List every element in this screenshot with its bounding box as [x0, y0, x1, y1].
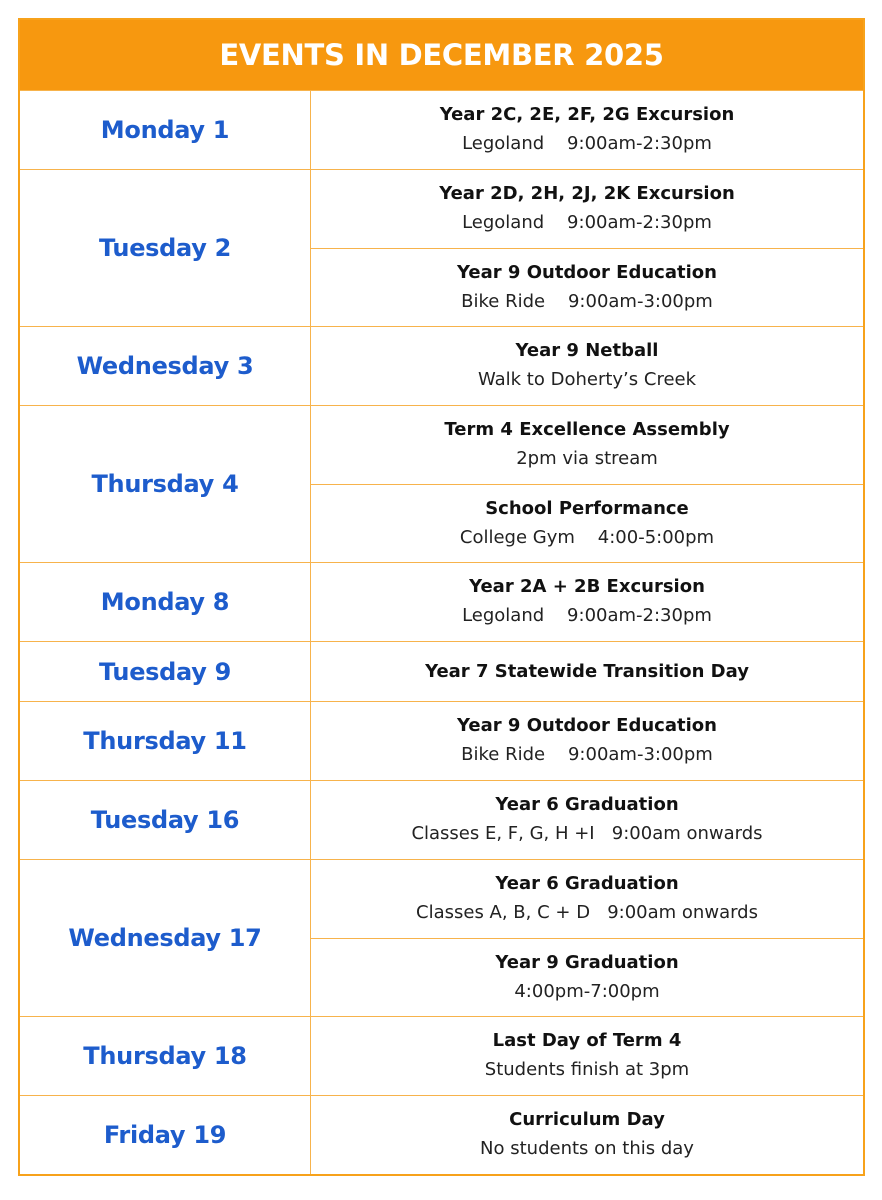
day-label: Thursday 11	[20, 702, 311, 780]
event-cell	[311, 781, 863, 859]
day-label: Tuesday 9	[20, 642, 311, 701]
event-detail: No students on this day	[480, 1138, 694, 1159]
event-cell	[311, 91, 863, 169]
event-cell	[311, 938, 863, 1016]
event-detail: Bike Ride 9:00am-3:00pm	[461, 744, 713, 765]
day-label: Wednesday 3	[20, 327, 311, 405]
event-title: Year 6 Graduation	[495, 873, 679, 894]
event-cell	[311, 702, 863, 780]
table-row	[20, 90, 863, 169]
table-row	[20, 405, 863, 562]
event-title: Year 9 Outdoor Education	[457, 261, 717, 283]
event-cell	[311, 860, 863, 938]
event-detail: Classes A, B, C + D 9:00am onwards	[416, 902, 758, 923]
day-label: Friday 19	[20, 1096, 311, 1174]
day-events	[311, 781, 863, 859]
event-detail: Classes E, F, G, H +I 9:00am onwards	[411, 823, 763, 844]
event-cell	[311, 1096, 863, 1174]
table-row	[20, 1095, 863, 1174]
event-title: Year 2A + 2B Excursion	[469, 576, 705, 597]
day-events	[311, 1096, 863, 1174]
table-row	[20, 1016, 863, 1095]
event-detail: College Gym 4:00-5:00pm	[459, 526, 715, 548]
day-events	[311, 327, 863, 405]
event-cell	[311, 248, 863, 326]
day-label: Monday 1	[20, 91, 311, 169]
day-label: Monday 8	[20, 563, 311, 641]
event-cell	[311, 563, 863, 641]
day-label: Tuesday 16	[20, 781, 311, 859]
event-title: Year 9 Graduation	[495, 951, 679, 973]
event-title: Year 7 Statewide Transition Day	[425, 660, 749, 682]
event-cell	[311, 642, 863, 701]
event-cell	[311, 1017, 863, 1095]
event-cell	[311, 170, 863, 248]
table-row	[20, 562, 863, 641]
event-cell	[311, 484, 863, 562]
table-row	[20, 701, 863, 780]
event-cell	[311, 327, 863, 405]
event-title: Year 2C, 2E, 2F, 2G Excursion	[439, 104, 735, 125]
event-cell	[311, 406, 863, 484]
event-title: Year 2D, 2H, 2J, 2K Excursion	[439, 183, 735, 204]
day-label: Wednesday 17	[20, 860, 311, 1016]
event-title: Curriculum Day	[509, 1109, 665, 1130]
day-events	[311, 563, 863, 641]
day-events	[311, 642, 863, 701]
event-detail: Walk to Doherty’s Creek	[477, 369, 697, 390]
day-events	[311, 702, 863, 780]
event-detail: 2pm via stream	[516, 448, 658, 469]
day-events	[311, 91, 863, 169]
event-title: Last Day of Term 4	[492, 1030, 682, 1051]
table-row	[20, 859, 863, 1016]
events-table	[18, 18, 865, 1176]
day-events	[311, 170, 863, 326]
event-detail: Legoland 9:00am-2:30pm	[462, 605, 712, 626]
day-events	[311, 860, 863, 1016]
day-events	[311, 406, 863, 562]
event-detail: 4:00pm-7:00pm	[514, 980, 660, 1002]
day-label: Thursday 4	[20, 406, 311, 562]
event-detail: Bike Ride 9:00am-3:00pm	[461, 290, 713, 312]
event-title: Year 9 Outdoor Education	[457, 715, 717, 736]
table-title: EVENTS IN DECEMBER 2025	[20, 20, 863, 90]
event-detail: Legoland 9:00am-2:30pm	[462, 212, 712, 233]
event-detail: Legoland 9:00am-2:30pm	[462, 133, 712, 154]
table-row	[20, 780, 863, 859]
table-body	[20, 90, 863, 1174]
table-row	[20, 326, 863, 405]
day-label: Tuesday 2	[20, 170, 311, 326]
event-title: Term 4 Excellence Assembly	[444, 419, 730, 440]
day-events	[311, 1017, 863, 1095]
event-title: Year 6 Graduation	[495, 794, 679, 815]
day-label: Thursday 18	[20, 1017, 311, 1095]
event-title: Year 9 Netball	[515, 340, 659, 361]
event-detail: Students finish at 3pm	[484, 1059, 690, 1080]
table-row	[20, 169, 863, 326]
event-title: School Performance	[485, 497, 689, 519]
table-row	[20, 641, 863, 701]
